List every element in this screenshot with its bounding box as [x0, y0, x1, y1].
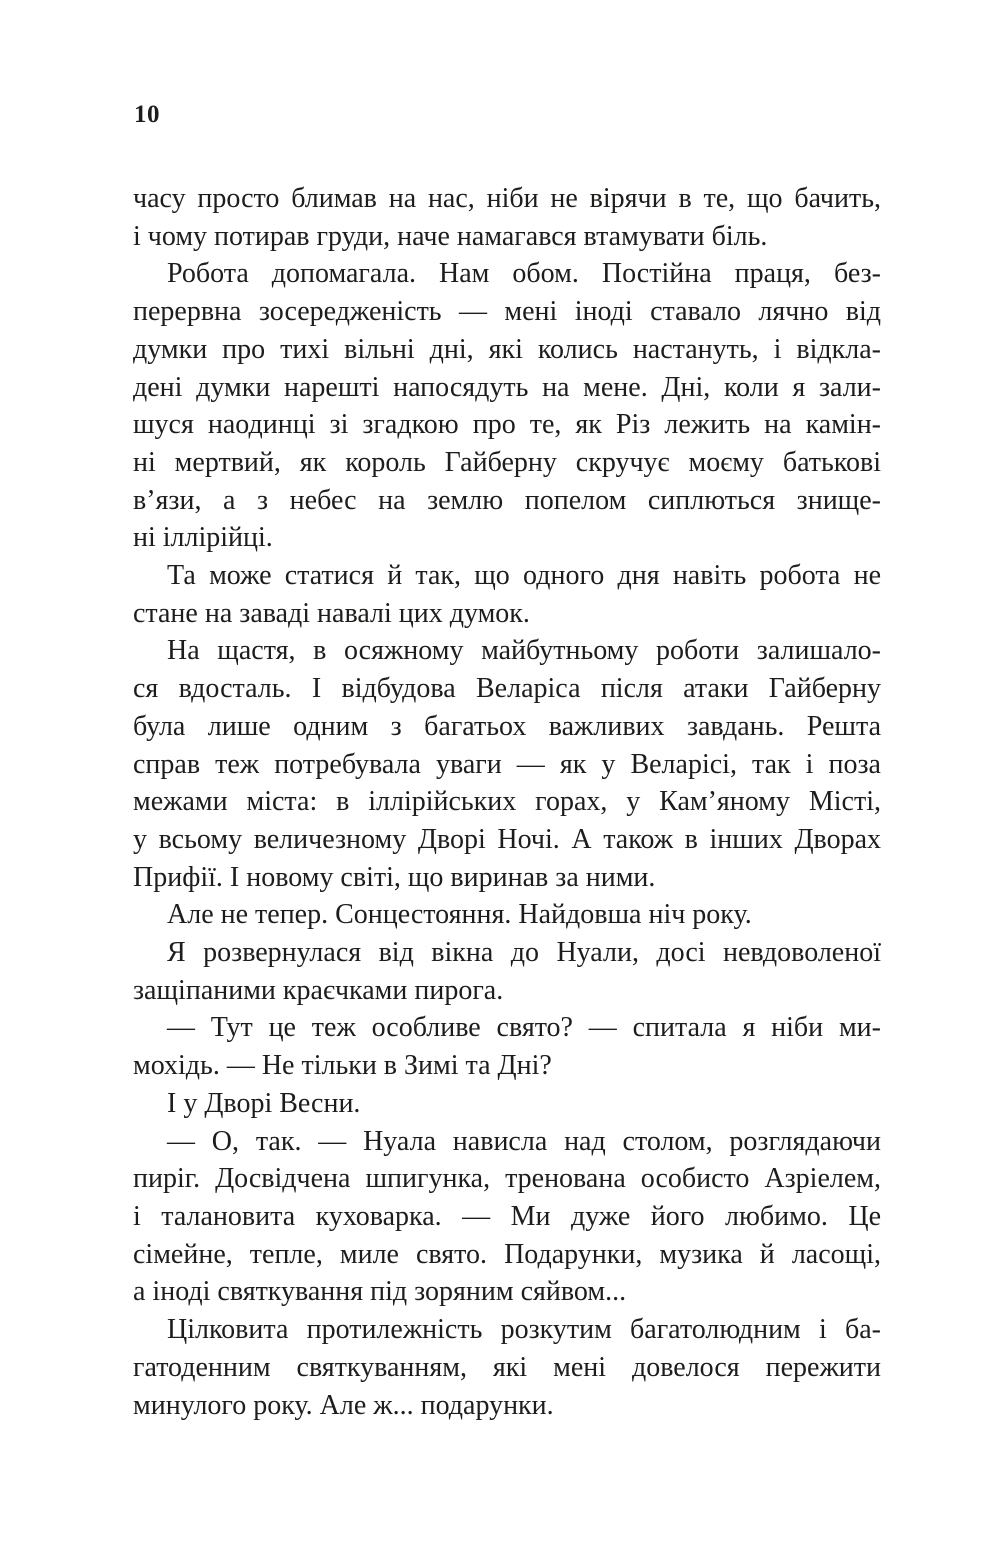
text-line: ні іллірійці. [133, 522, 273, 554]
text-line: Та може статися й так, що одного дня навіть робота не [167, 560, 881, 592]
text-line: а іноді святкування під зоряним сяйвом... [133, 1276, 627, 1308]
text-line: Я розвернулася від вікна до Нуали, досі невдоволеної [167, 937, 881, 969]
text-line: Прифії. І новому світі, що виринав за ними. [133, 861, 656, 893]
text-line: — О, так. — Нуала нависла над столом, розглядаючи [167, 1125, 881, 1157]
text-line: гатоденним святкуванням, які мені довелося пережити [133, 1351, 881, 1383]
text-line: в’язи, а з небес на землю попелом сиплються знище- [133, 484, 881, 516]
text-line: і талановита куховарка. — Ми дуже його любимо. Це [133, 1200, 881, 1232]
text-line: перервна зосередженість — мені іноді ставало лячно від [133, 296, 881, 328]
text-line: защіпаними краєчками пирога. [133, 974, 504, 1006]
page-number: 10 [134, 101, 160, 128]
text-line: Але не тепер. Сонцестояння. Найдовша ніч року. [167, 899, 752, 931]
text-line: сімейне, тепле, миле свято. Подарунки, музика й ласощі, [133, 1238, 881, 1270]
text-line: мохідь. — Не тільки в Зимі та Дні? [133, 1050, 552, 1082]
text-line: стане на заваді навалі цих думок. [133, 597, 530, 629]
text-line: і чому потирав груди, наче намагався втамувати біль. [133, 220, 768, 252]
text-line: ся вдосталь. І відбудова Веларіса після атаки Гайберну [133, 673, 881, 705]
text-line: у всьому величезному Дворі Ночі. А також в інших Дворах [133, 823, 881, 855]
text-line: часу просто блимав на нас, ніби не вірячи в те, що бачить, [133, 183, 881, 214]
text-line: — Тут це теж особливе свято? — спитала я ніби ми- [167, 1012, 881, 1044]
text-line: була лише одним з багатьох важливих завдань. Решта [133, 710, 881, 742]
text-line: На щастя, в осяжному майбутньому роботи залишало- [167, 635, 881, 667]
text-block [133, 180, 881, 1424]
text-line: дені думки нарешті напосядуть на мене. Дні, коли я зали- [133, 371, 881, 403]
text-line: минулого року. Але ж... подарунки. [133, 1389, 554, 1421]
text-line: шуся наодинці зі згадкою про те, як Різ лежить на камін- [133, 409, 881, 441]
text-line: думки про тихі вільні дні, які колись настануть, і відкла- [133, 333, 881, 365]
text-line: Робота допомагала. Нам обом. Постійна праця, без- [167, 258, 881, 290]
text-line: пиріг. Досвідчена шпигунка, тренована особисто Азріелем, [133, 1163, 881, 1195]
text-line: справ теж потребувала уваги — як у Веларісі, так і поза [133, 748, 881, 780]
text-line: межами міста: в іллірійських горах, у Кам’яному Місті, [133, 786, 881, 818]
text-line: ні мертвий, як король Гайберну скручує моєму батькові [133, 446, 881, 478]
text-line: І у Дворі Весни. [167, 1087, 361, 1119]
text-line: Цілковита протилежність розкутим багатолюдним і ба- [167, 1314, 881, 1346]
